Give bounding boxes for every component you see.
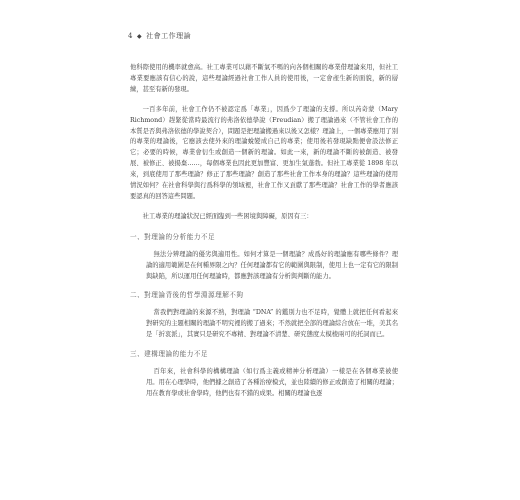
- diamond-separator-icon: ◆: [136, 32, 143, 40]
- running-head: [128, 31, 191, 41]
- section-heading-analysis: 一、對理論的分析能力不足: [130, 232, 216, 241]
- section-heading-construction: 三、建構理論的能力不足: [130, 350, 209, 359]
- section-text-analysis: 無法分辨理論的優劣與適用性。如何才算是一個理論？成爲好的理論應有哪些條件？理論的適用範圍是在何種界限之內？任何理論都有它的範圍與限制，使用上也一定有它的限制與缺陷，所以運用任何理論時，都應對該理論有分析與判斷的能力。: [146, 250, 398, 280]
- section-text-construction: 百年來，社會科學的構構理論（如行爲主義或精神分析理論）一樣是在各個專業被使用。用在心理學時，他們據之創造了各種治療模式，並也陸續的修正或創造了相關的理論；用在教育學或社會學時，他們也有不錯的成果。相關的理論也逐: [146, 367, 398, 397]
- paragraph-history: 一百多年前，社會工作仍不被認定爲「專業」，因爲少了理論的支撐。所以芮奇蒙（Mary Richmond）趕緊從當時最流行的弗洛依德學說（Freudian）搬了理論過來（不管社會工作的本質是否與弗洛依德的學說契合），問題是把理論搬過來以後又怎樣？理論上，一個專業應用了別的專業的理論後，它應該去使外來的理論蛻變成自己的專業；使用後若發現缺點便會設法修正它；必要的時候，專業會衍生或創造一個新的理論。如此一來，新的理論不斷的被創造、被發展、被修正、被揚棄……，每個專業也因此更加豐富、更加生氣蓬勃。但社工專業從 1898 年以來，到底使用了那些理論？修正了那些理論？創造了那些社會工作本身的理論？這些理論的使用情況如何？在社會科學與行爲科學的領域裡，社會工作又貢獻了那些理論？社會工作的學者應該要認真的回答這些問題。: [130, 105, 398, 200]
- page-body: [130, 63, 398, 407]
- paragraph-reasons-intro: 社工專業的理論狀況已經面臨到一些困境與障礙，原因有三：: [142, 212, 313, 220]
- paragraph-continued: 他科際使用的機率就愈高。社工專業可以藉不斷氣不嗎的向各個相關的專業借理論來用，但社工專業要應該有信心的說，這些理論經過社會工作人員的使用後，一定會產生新的面貌，新的層練，甚至有新的發現。: [130, 64, 398, 93]
- book-title: 社會工作理論: [146, 32, 192, 40]
- section-heading-philosophy: 二、對理論背後的哲學淵源理解不夠: [130, 291, 244, 300]
- page-number: 4: [128, 32, 133, 40]
- section-text-philosophy: 當我們對理論的來源不熟，對理論 “DNA” 的鑑別力也不足時，覺體上就把任何看起來對研究的主題相關的理論不明究裡的搬了過來；不然就把全部的理論綜合放在一堆，美其名是「折衷派」，其實只是研究不專精、對理論不清楚、研究態度太模棱兩可的托詞而已。: [146, 309, 398, 339]
